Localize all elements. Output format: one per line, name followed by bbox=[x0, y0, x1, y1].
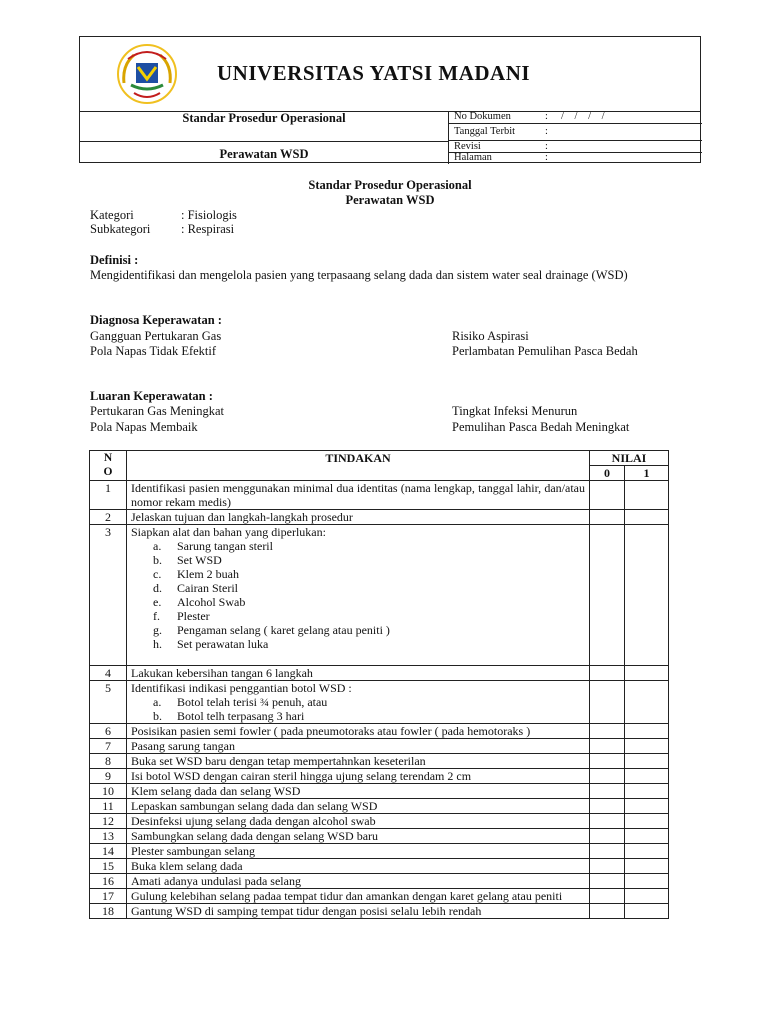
tindakan-text: Siapkan alat dan bahan yang diperlukan: bbox=[131, 525, 326, 539]
col-no-letter: N bbox=[103, 452, 113, 464]
sub-item-text: Set perawatan luka bbox=[177, 637, 269, 651]
subkategori-value: : Respirasi bbox=[181, 222, 235, 236]
sub-item-text: Klem 2 buah bbox=[177, 567, 239, 581]
nilai-0-cell[interactable] bbox=[590, 769, 625, 784]
sub-item bbox=[131, 581, 585, 595]
nilai-0-cell[interactable] bbox=[590, 814, 625, 829]
procedure-table bbox=[89, 450, 669, 919]
diagnosa-item: Gangguan Pertukaran Gas bbox=[90, 329, 222, 343]
row-number: 14 bbox=[90, 844, 127, 859]
sub-item-letter: h. bbox=[153, 637, 162, 651]
nilai-0-cell[interactable] bbox=[590, 829, 625, 844]
header-divider bbox=[80, 141, 448, 142]
col-no-header bbox=[90, 451, 127, 481]
nilai-1-cell[interactable] bbox=[625, 769, 669, 784]
nilai-0-cell[interactable] bbox=[590, 904, 625, 919]
sub-item bbox=[131, 623, 585, 637]
sub-item bbox=[131, 695, 585, 709]
tindakan-text: Amati adanya undulasi pada selang bbox=[131, 874, 301, 888]
sub-item-letter: b. bbox=[153, 553, 162, 567]
nilai-0-header: 0 bbox=[590, 466, 625, 481]
nilai-1-cell[interactable] bbox=[625, 889, 669, 904]
tindakan-text: Lepaskan sambungan selang dada dan selang WSD bbox=[131, 799, 378, 813]
field-colon: : bbox=[545, 141, 548, 152]
row-tindakan bbox=[127, 784, 590, 799]
sub-item-text: Alcohol Swab bbox=[177, 595, 246, 609]
nilai-1-cell[interactable] bbox=[625, 754, 669, 769]
row-tindakan bbox=[127, 829, 590, 844]
nilai-0-cell[interactable] bbox=[590, 681, 625, 724]
row-number: 7 bbox=[90, 739, 127, 754]
tindakan-text: Isi botol WSD dengan cairan steril hingga ujung selang terendam 2 cm bbox=[131, 769, 472, 783]
luaran-heading: Luaran Keperawatan : bbox=[90, 389, 213, 403]
university-name: UNIVERSITAS YATSI MADANI bbox=[217, 61, 531, 85]
diagnosa-item: Perlambatan Pemulihan Pasca Bedah bbox=[452, 344, 638, 358]
field-value: / / / / bbox=[561, 111, 609, 122]
document-title: Standar Prosedur Operasional bbox=[308, 178, 472, 192]
row-tindakan bbox=[127, 666, 590, 681]
row-tindakan bbox=[127, 904, 590, 919]
sub-item-text: Pengaman selang ( karet gelang atau peniti ) bbox=[177, 623, 390, 637]
luaran-item: Tingkat Infeksi Menurun bbox=[452, 404, 578, 418]
spacer bbox=[131, 651, 585, 665]
document-subtitle: Perawatan WSD bbox=[345, 193, 435, 207]
row-tindakan bbox=[127, 859, 590, 874]
sub-item-letter: a. bbox=[153, 695, 162, 709]
field-label: No Dokumen bbox=[454, 111, 511, 122]
table-row bbox=[90, 889, 669, 904]
nilai-0-cell[interactable] bbox=[590, 874, 625, 889]
row-number: 11 bbox=[90, 799, 127, 814]
row-tindakan bbox=[127, 799, 590, 814]
row-number: 12 bbox=[90, 814, 127, 829]
table-row bbox=[90, 666, 669, 681]
row-tindakan bbox=[127, 525, 590, 666]
sop-label: Standar Prosedur Operasional bbox=[182, 111, 346, 125]
nilai-1-cell[interactable] bbox=[625, 666, 669, 681]
nilai-1-cell[interactable] bbox=[625, 681, 669, 724]
row-number: 10 bbox=[90, 784, 127, 799]
sub-item-text: Sarung tangan steril bbox=[177, 539, 273, 553]
row-number: 15 bbox=[90, 859, 127, 874]
sub-item-text: Set WSD bbox=[177, 553, 222, 567]
nilai-0-cell[interactable] bbox=[590, 510, 625, 525]
diagnosa-item: Pola Napas Tidak Efektif bbox=[90, 344, 217, 358]
sub-item-letter: c. bbox=[153, 567, 162, 581]
table-row bbox=[90, 681, 669, 724]
row-tindakan bbox=[127, 844, 590, 859]
nilai-1-cell[interactable] bbox=[625, 525, 669, 666]
table-row bbox=[90, 814, 669, 829]
nilai-1-cell[interactable] bbox=[625, 829, 669, 844]
row-tindakan bbox=[127, 739, 590, 754]
row-number: 18 bbox=[90, 904, 127, 919]
field-colon: : bbox=[545, 152, 548, 163]
nilai-0-cell[interactable] bbox=[590, 481, 625, 510]
row-tindakan bbox=[127, 510, 590, 525]
nilai-1-cell[interactable] bbox=[625, 724, 669, 739]
sub-item-letter: a. bbox=[153, 539, 162, 553]
row-tindakan bbox=[127, 481, 590, 510]
tindakan-text: Identifikasi indikasi penggantian botol WSD : bbox=[131, 681, 352, 695]
nilai-1-cell[interactable] bbox=[625, 874, 669, 889]
sub-item bbox=[131, 609, 585, 623]
row-tindakan bbox=[127, 724, 590, 739]
nilai-0-cell[interactable] bbox=[590, 739, 625, 754]
field-no-dokumen bbox=[449, 110, 702, 124]
row-tindakan bbox=[127, 874, 590, 889]
nilai-0-cell[interactable] bbox=[590, 666, 625, 681]
table-row bbox=[90, 904, 669, 919]
luaran-item: Pola Napas Membaik bbox=[90, 420, 198, 434]
nilai-0-cell[interactable] bbox=[590, 889, 625, 904]
kategori-label: Kategori bbox=[90, 208, 134, 222]
sub-item-text: Plester bbox=[177, 609, 210, 623]
nilai-0-cell[interactable] bbox=[590, 799, 625, 814]
nilai-0-cell[interactable] bbox=[590, 859, 625, 874]
table-row bbox=[90, 525, 669, 666]
table-row bbox=[90, 754, 669, 769]
nilai-1-cell[interactable] bbox=[625, 784, 669, 799]
tindakan-text: Jelaskan tujuan dan langkah-langkah prosedur bbox=[131, 510, 353, 524]
tindakan-text: Plester sambungan selang bbox=[131, 844, 255, 858]
col-nilai-header: NILAI bbox=[590, 451, 669, 466]
tindakan-text: Sambungkan selang dada dengan selang WSD baru bbox=[131, 829, 379, 843]
sub-item bbox=[131, 539, 585, 553]
sub-item-letter: d. bbox=[153, 581, 162, 595]
sub-item bbox=[131, 637, 585, 651]
sub-item bbox=[131, 709, 585, 723]
nilai-0-cell[interactable] bbox=[590, 754, 625, 769]
table-row bbox=[90, 510, 669, 525]
sub-item-letter: f. bbox=[153, 609, 160, 623]
table-row bbox=[90, 784, 669, 799]
tindakan-text: Lakukan kebersihan tangan 6 langkah bbox=[131, 666, 313, 680]
sub-item-text: Botol telh terpasang 3 hari bbox=[177, 709, 305, 723]
table-row bbox=[90, 739, 669, 754]
row-tindakan bbox=[127, 681, 590, 724]
nilai-1-cell[interactable] bbox=[625, 859, 669, 874]
nilai-1-cell[interactable] bbox=[625, 844, 669, 859]
row-number: 1 bbox=[90, 481, 127, 510]
luaran-item: Pemulihan Pasca Bedah Meningkat bbox=[452, 420, 630, 434]
table-row bbox=[90, 829, 669, 844]
row-tindakan bbox=[127, 889, 590, 904]
kategori-value: : Fisiologis bbox=[181, 208, 237, 222]
field-label: Revisi bbox=[454, 141, 481, 152]
sub-item bbox=[131, 553, 585, 567]
table-row bbox=[90, 859, 669, 874]
university-logo-icon bbox=[116, 43, 178, 105]
sub-item-letter: e. bbox=[153, 595, 162, 609]
row-tindakan bbox=[127, 754, 590, 769]
field-colon: : bbox=[545, 111, 548, 122]
row-number: 9 bbox=[90, 769, 127, 784]
tindakan-text: Desinfeksi ujung selang dada dengan alcohol swab bbox=[131, 814, 376, 828]
definisi-text: Mengidentifikasi dan mengelola pasien yang terpasaang selang dada dan sistem water seal drainage (WSD) bbox=[90, 268, 628, 282]
table-row bbox=[90, 481, 669, 510]
table-row bbox=[90, 724, 669, 739]
row-tindakan bbox=[127, 769, 590, 784]
table-row bbox=[90, 844, 669, 859]
field-tanggal-terbit bbox=[449, 124, 702, 141]
tindakan-text: Buka set WSD baru dengan tetap mempertahnkan keseterilan bbox=[131, 754, 426, 768]
col-tindakan-header: TINDAKAN bbox=[127, 451, 590, 481]
field-label: Halaman bbox=[454, 152, 492, 163]
row-number: 8 bbox=[90, 754, 127, 769]
nilai-0-cell[interactable] bbox=[590, 724, 625, 739]
subkategori-label: Subkategori bbox=[90, 222, 151, 236]
row-number: 2 bbox=[90, 510, 127, 525]
field-colon: : bbox=[545, 126, 548, 137]
nilai-1-cell[interactable] bbox=[625, 904, 669, 919]
sub-item bbox=[131, 567, 585, 581]
tindakan-text: Buka klem selang dada bbox=[131, 859, 243, 873]
tindakan-text: Pasang sarung tangan bbox=[131, 739, 235, 753]
field-label: Tanggal Terbit bbox=[454, 126, 516, 137]
luaran-item: Pertukaran Gas Meningkat bbox=[90, 404, 224, 418]
row-number: 16 bbox=[90, 874, 127, 889]
header-title-row bbox=[80, 37, 700, 112]
tindakan-text: Identifikasi pasien menggunakan minimal dua identitas (nama lengkap, tanggal lahir, dan/atau nomor rekam medis) bbox=[131, 481, 585, 509]
tindakan-text: Gantung WSD di samping tempat tidur dengan posisi selalu lebih rendah bbox=[131, 904, 482, 918]
nilai-1-cell[interactable] bbox=[625, 510, 669, 525]
nilai-1-cell[interactable] bbox=[625, 799, 669, 814]
sub-item-letter: g. bbox=[153, 623, 162, 637]
row-number: 5 bbox=[90, 681, 127, 724]
col-no-letter: O bbox=[103, 466, 113, 478]
nilai-1-cell[interactable] bbox=[625, 739, 669, 754]
nilai-0-cell[interactable] bbox=[590, 525, 625, 666]
nilai-1-header: 1 bbox=[625, 466, 669, 481]
sub-item-text: Cairan Steril bbox=[177, 581, 238, 595]
procedure-label: Perawatan WSD bbox=[219, 147, 309, 161]
row-number: 4 bbox=[90, 666, 127, 681]
tindakan-text: Gulung kelebihan selang padaa tempat tidur dan amankan dengan karet gelang atau peniti bbox=[131, 889, 563, 903]
sub-item-letter: b. bbox=[153, 709, 162, 723]
sub-item-text: Botol telah terisi ¾ penuh, atau bbox=[177, 695, 328, 709]
field-halaman bbox=[449, 153, 702, 163]
definisi-heading: Definisi : bbox=[90, 253, 139, 267]
row-number: 13 bbox=[90, 829, 127, 844]
tindakan-text: Klem selang dada dan selang WSD bbox=[131, 784, 301, 798]
row-number: 6 bbox=[90, 724, 127, 739]
document-header bbox=[79, 36, 701, 163]
table-row bbox=[90, 799, 669, 814]
row-number: 3 bbox=[90, 525, 127, 666]
nilai-1-cell[interactable] bbox=[625, 814, 669, 829]
diagnosa-item: Risiko Aspirasi bbox=[452, 329, 529, 343]
row-tindakan bbox=[127, 814, 590, 829]
diagnosa-heading: Diagnosa Keperawatan : bbox=[90, 313, 222, 327]
row-number: 17 bbox=[90, 889, 127, 904]
table-row bbox=[90, 769, 669, 784]
nilai-1-cell[interactable] bbox=[625, 481, 669, 510]
tindakan-text: Posisikan pasien semi fowler ( pada pneumotoraks atau fowler ( pada hemotoraks ) bbox=[131, 724, 531, 738]
table-row bbox=[90, 874, 669, 889]
nilai-0-cell[interactable] bbox=[590, 844, 625, 859]
nilai-0-cell[interactable] bbox=[590, 784, 625, 799]
sub-item bbox=[131, 595, 585, 609]
